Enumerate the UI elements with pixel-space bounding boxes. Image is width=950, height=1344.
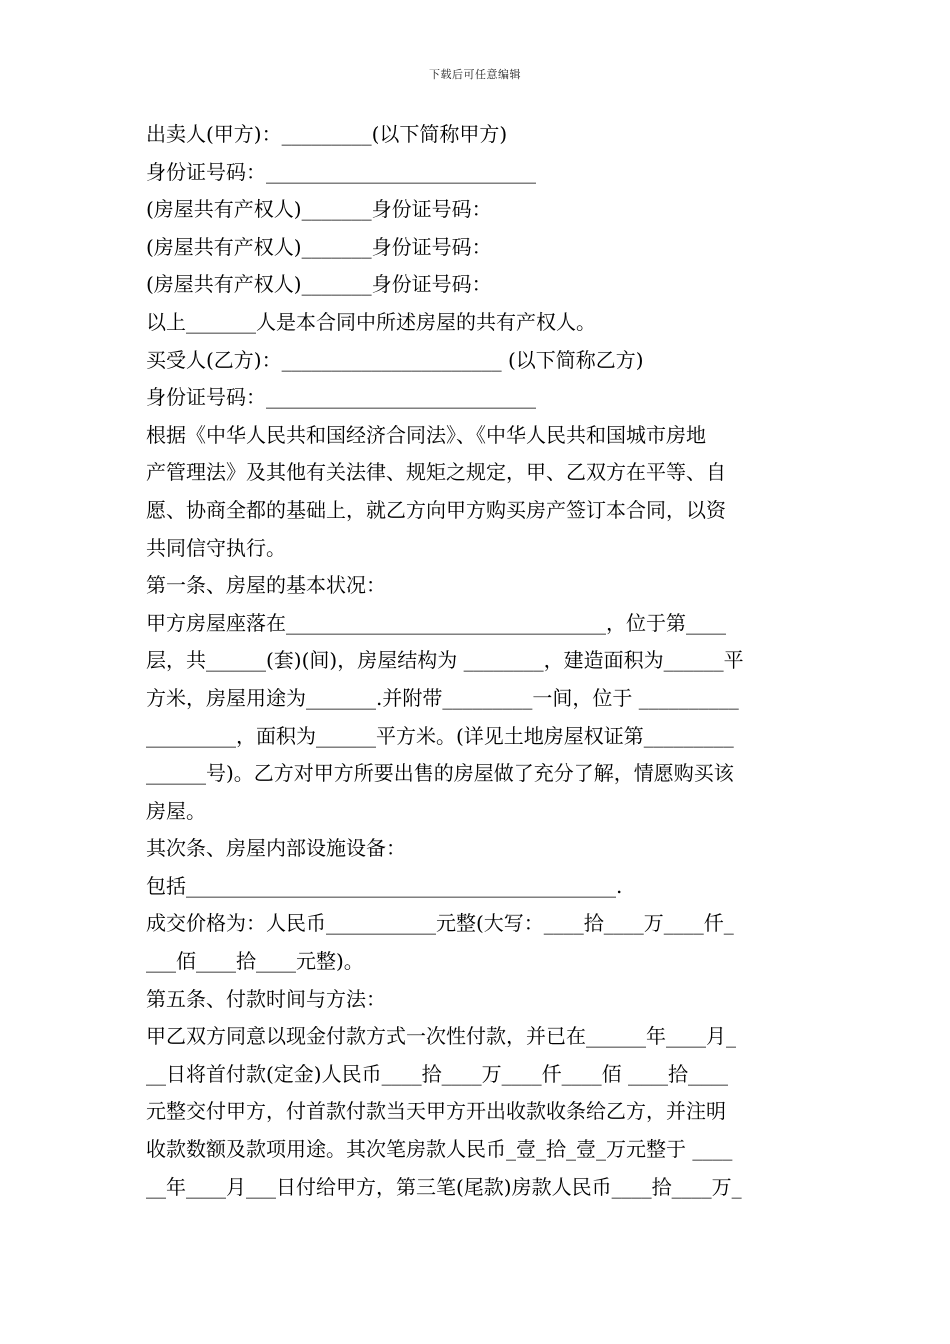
co-owner-line-2: (房屋共有产权人)_______身份证号码：	[146, 234, 492, 259]
price-line-2: ___佰____拾____元整)。	[146, 949, 364, 974]
payment-line-5: __年____月___日付给甲方，第三笔(尾款)房款人民币____拾____万_	[146, 1174, 742, 1199]
seller-id-line: 身份证号码：___________________________	[146, 159, 536, 184]
article-1-line-2: 层，共______(套)(间)，房屋结构为 ________，建造面积为______平	[146, 648, 744, 673]
article-1-heading: 第一条、房屋的基本状况：	[146, 573, 386, 598]
payment-line-2: __日将首付款(定金)人民币____拾____万____仟____佰 ____拾____	[146, 1061, 728, 1086]
article-1-line-5: ______号)。乙方对甲方所要出售的房屋做了充分了解，情愿购买该	[146, 761, 734, 786]
buyer-id-line: 身份证号码：___________________________	[146, 385, 536, 410]
preamble-line-4: 共同信守执行。	[146, 535, 286, 560]
preamble-line-3: 愿、协商全都的基础上，就乙方向甲方购买房产签订本合同，以资	[146, 497, 726, 522]
article-2-heading: 其次条、房屋内部设施设备：	[146, 836, 406, 861]
article-5-heading: 第五条、付款时间与方法：	[146, 986, 386, 1011]
preamble-line-2: 产管理法》及其他有关法律、规矩之规定，甲、乙双方在平等、自	[146, 460, 726, 485]
payment-line-1: 甲乙双方同意以现金付款方式一次性付款，并已在______年____月_	[146, 1024, 736, 1049]
co-owner-line-3: (房屋共有产权人)_______身份证号码：	[146, 272, 492, 297]
payment-line-3: 元整交付甲方，付首款付款当天甲方开出收款收条给乙方，并注明	[146, 1099, 726, 1124]
price-line-1: 成交价格为：人民币___________元整(大写：____拾____万____仟_	[146, 911, 734, 936]
article-1-line-4: _________，面积为______平方米。(详见土地房屋权证第_________	[146, 723, 734, 748]
co-owner-line-1: (房屋共有产权人)_______身份证号码：	[146, 197, 492, 222]
preamble-line-1: 根据《中华人民共和国经济合同法》、《中华人民共和国城市房地	[146, 422, 706, 447]
co-owner-summary-line: 以上_______人是本合同中所述房屋的共有产权人。	[146, 309, 596, 334]
payment-line-4: 收款数额及款项用途。其次笔房款人民币_壹_拾_壹_万元整于 ____	[146, 1137, 733, 1162]
buyer-line: 买受人(乙方)：______________________ (以下简称乙方)	[146, 347, 644, 372]
seller-line: 出卖人(甲方)：_________(以下简称甲方)	[146, 122, 508, 146]
contract-body	[146, 116, 808, 1206]
article-1-line-6: 房屋。	[146, 798, 206, 823]
page-header: 下载后可任意编辑	[429, 68, 521, 81]
article-2-line-1: 包括___________________________________________.	[146, 873, 623, 898]
article-1-line-3: 方米，房屋用途为_______.并附带_________一间，位于 __________	[146, 685, 739, 710]
article-1-line-1: 甲方房屋座落在________________________________，位于第____	[146, 610, 726, 635]
